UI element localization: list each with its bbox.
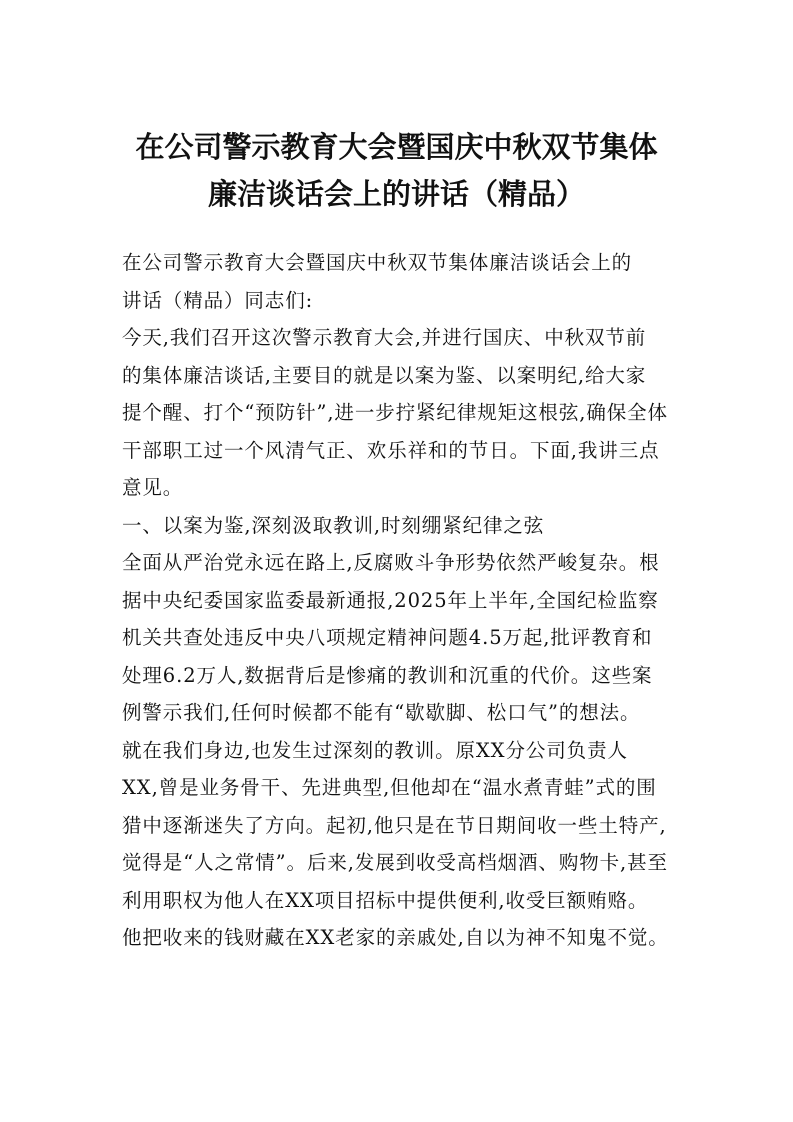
body-line: 猎中逐渐迷失了方向。起初,他只是在节日期间收一些土特产,	[122, 813, 667, 837]
body-line: 觉得是“人之常情”。后来,发展到收受高档烟酒、购物卡,甚至	[122, 851, 668, 874]
body-line: XX,曾是业务骨干、先进典型,但他却在“温水煮青蛙”式的围	[122, 776, 657, 799]
body-line: 今天,我们召开这次警示教育大会,并进行国庆、中秋双节前	[122, 326, 647, 349]
body-line: 就在我们身边,也发生过深刻的教训。原XX分公司负责人	[122, 738, 628, 762]
section-heading: 一、以案为鉴,深刻汲取教训,时刻绷紧纪律之弦	[122, 513, 545, 537]
body-line: 他把收来的钱财藏在XX老家的亲戚处,自以为神不知鬼不觉。	[122, 926, 669, 949]
body-line: 例警示我们,任何时候都不能有“歇歇脚、松口气”的想法。	[122, 701, 641, 724]
body-line: 利用职权为他人在XX项目招标中提供便利,收受巨额贿赂。	[122, 888, 649, 912]
body-line: 处理6.2万人,数据背后是惨痛的教训和沉重的代价。这些案	[122, 663, 653, 687]
document-title-line-1: 在公司警示教育大会暨国庆中秋双节集体	[135, 130, 658, 164]
body-line: 在公司警示教育大会暨国庆中秋双节集体廉洁谈话会上的	[122, 251, 633, 274]
body-line: 干部职工过一个风清气正、欢乐祥和的节日。下面,我讲三点	[122, 438, 660, 462]
body-line: 提个醒、打个“预防针”,进一步拧紧纪律规矩这根弦,确保全体	[122, 401, 668, 424]
document-body	[122, 244, 688, 957]
body-line: 的集体廉洁谈话,主要目的就是以案为鉴、以案明纪,给大家	[122, 363, 647, 387]
body-line: 意见。	[122, 476, 184, 499]
body-line: 据中央纪委国家监委最新通报,2025年上半年,全国纪检监察	[122, 588, 659, 612]
body-line: 机关共查处违反中央八项规定精神问题4.5万起,批评教育和	[122, 626, 653, 649]
document-title-line-2: 廉洁谈话会上的讲话（精品）	[207, 177, 585, 211]
body-line: 全面从严治党永远在路上,反腐败斗争形势依然严峻复杂。根	[122, 551, 660, 574]
body-line: 讲话（精品）同志们:	[122, 288, 314, 312]
